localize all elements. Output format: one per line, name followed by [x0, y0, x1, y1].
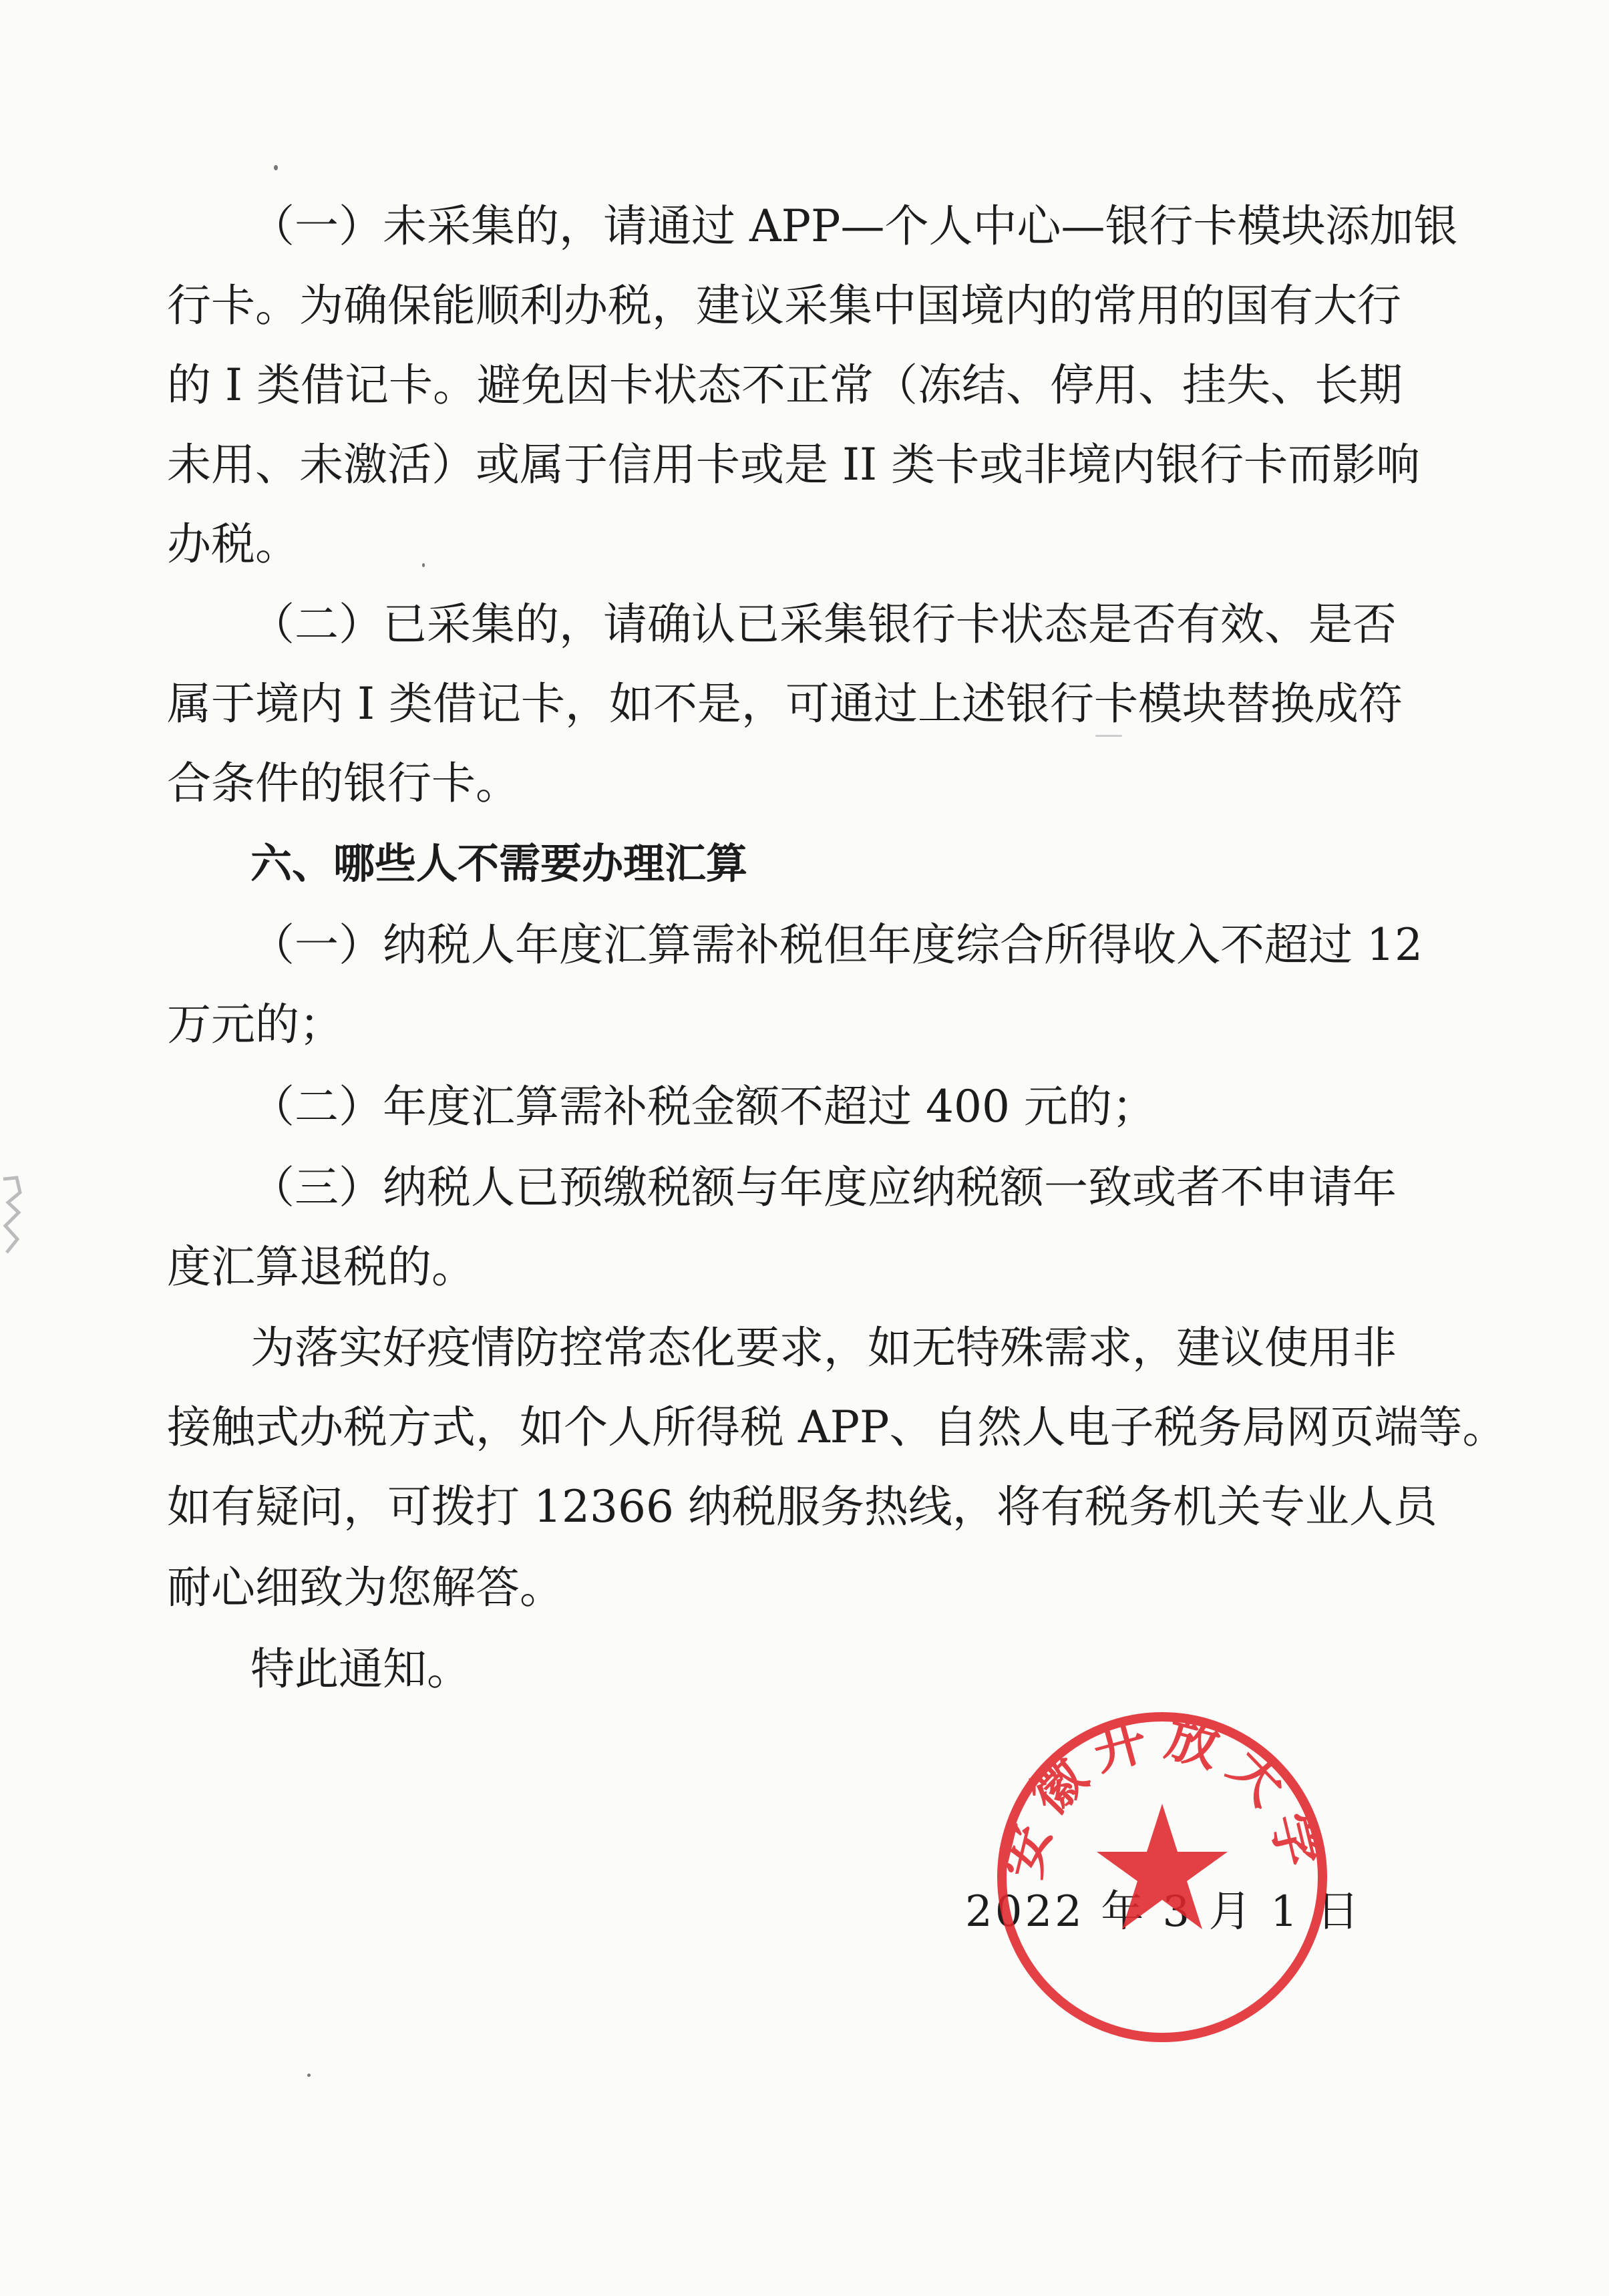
scan-speck	[422, 563, 425, 567]
svg-text:安徽开放大学: 安徽开放大学	[991, 1707, 1334, 1884]
scan-speck	[274, 165, 278, 170]
official-seal	[989, 1703, 1336, 2051]
document-date: 2022 年 3 月 1 日	[965, 1887, 1363, 1937]
scan-speck	[307, 2074, 311, 2077]
document-page: （一）未采集的，请通过 APP—个人中心—银行卡模块添加银 行卡。为确保能顺利办税，建议采集中国境内的常用的国有大行 的 I 类借记卡。避免因卡状态不正常（冻结、停用、挂失、长期 未用、未激活）或属于信用卡或是 II 类卡或非境内银行卡而影响 办税。 （二）已采集的，请确认已采集银行卡状态是否有效、是否 属于境内 I 类借记卡，如不是，可通过上述银行卡模块替换成符 合条件的银行卡。 六、哪些人不需要办理汇算 （一）纳税人年度汇算需补税但年度综合所得收入不超过 12 万元的； （二）年度汇算需补税金额不超过 400 元的； （三）纳税人已预缴税额与年度应纳税额一致或者不申请年 度汇算退税的。 为落实好疫情防控常态化要求，如无特殊需求，建议使用非 接触式办税方式，如个人所得税 APP、自然人电子税务局网页端等。 如有疑问，可拨打 12366 纳税服务热线，将有税务机关专业人员 耐心细致为您解答。 特此通知。 2022 年 3 月 1 日 安徽开放大学	[0, 0, 1609, 2296]
seal-star-icon	[1097, 1804, 1228, 1929]
scan-speck	[1095, 735, 1122, 737]
scan-artifact	[0, 1166, 40, 1266]
